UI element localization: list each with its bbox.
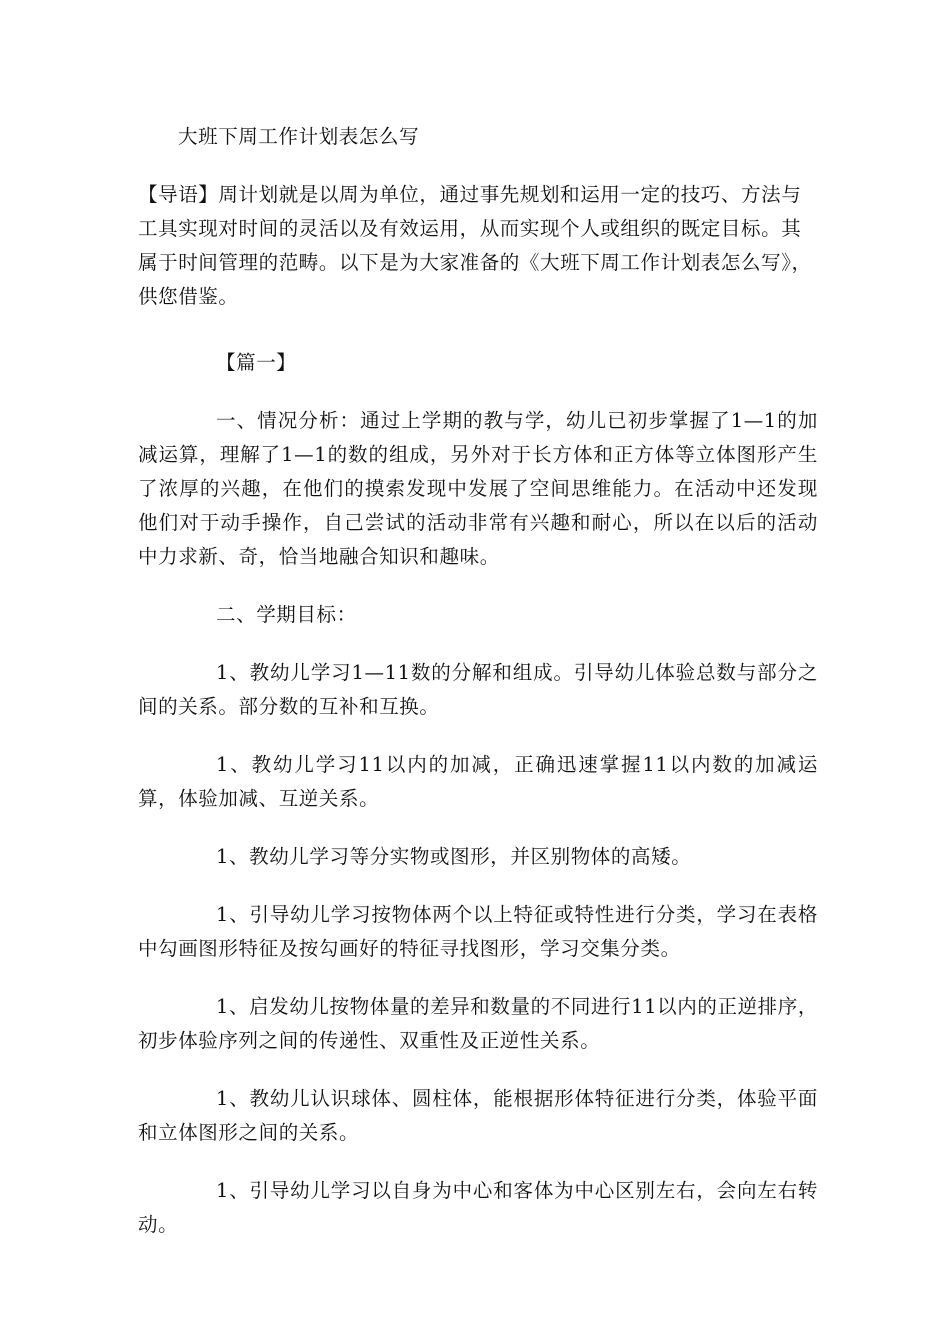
list-item: 1、启发幼儿按物体量的差异和数量的不同进行11以内的正逆排序，初步体验序列之间的传递性、双重性及正逆性关系。 bbox=[138, 995, 818, 1052]
paragraph-semester-goals-heading: 二、学期目标： bbox=[216, 603, 357, 626]
list-item: 1、教幼儿学习等分实物或图形，并区别物体的高矮。 bbox=[216, 845, 692, 868]
list-item: 1、引导幼儿学习按物体两个以上特征或特性进行分类，学习在表格中勾画图形特征及按勾画好的特征寻找图形，学习交集分类。 bbox=[138, 903, 818, 960]
list-item: 1、教幼儿认识球体、圆柱体，能根据形体特征进行分类，体验平面和立体图形之间的关系。 bbox=[138, 1087, 818, 1144]
document-title: 大班下周工作计划表怎么写 bbox=[178, 125, 420, 148]
intro-paragraph: 【导语】周计划就是以周为单位，通过事先规划和运用一定的技巧、方法与工具实现对时间的灵活以及有效运用，从而实现个人或组织的既定目标。其属于时间管理的范畴。以下是为大家准备的《大班下周工作计划表怎么写》，供您借鉴。 bbox=[138, 183, 812, 308]
list-item: 1、教幼儿学习1—11数的分解和组成。引导幼儿体验总数与部分之间的关系。部分数的互补和互换。 bbox=[138, 661, 818, 718]
list-item: 1、教幼儿学习11以内的加减，正确迅速掌握11以内数的加减运算，体验加减、互逆关系。 bbox=[138, 753, 818, 810]
list-item: 1、引导幼儿学习以自身为中心和客体为中心区别左右，会向左右转动。 bbox=[138, 1179, 818, 1236]
section-heading: 【篇一】 bbox=[216, 351, 297, 374]
document-page bbox=[138, 120, 818, 1266]
paragraph-situation-analysis: 一、情况分析：通过上学期的教与学，幼儿已初步掌握了1—1的加减运算，理解了1—1的数的组成，另外对于长方体和正方体等立体图形产生了浓厚的兴趣，在他们的摸索发现中发展了空间思维能力。在活动中还发现他们对于动手操作，自己尝试的活动非常有兴趣和耐心，所以在以后的活动中力求新、奇，恰当地融合知识和趣味。 bbox=[138, 409, 818, 568]
